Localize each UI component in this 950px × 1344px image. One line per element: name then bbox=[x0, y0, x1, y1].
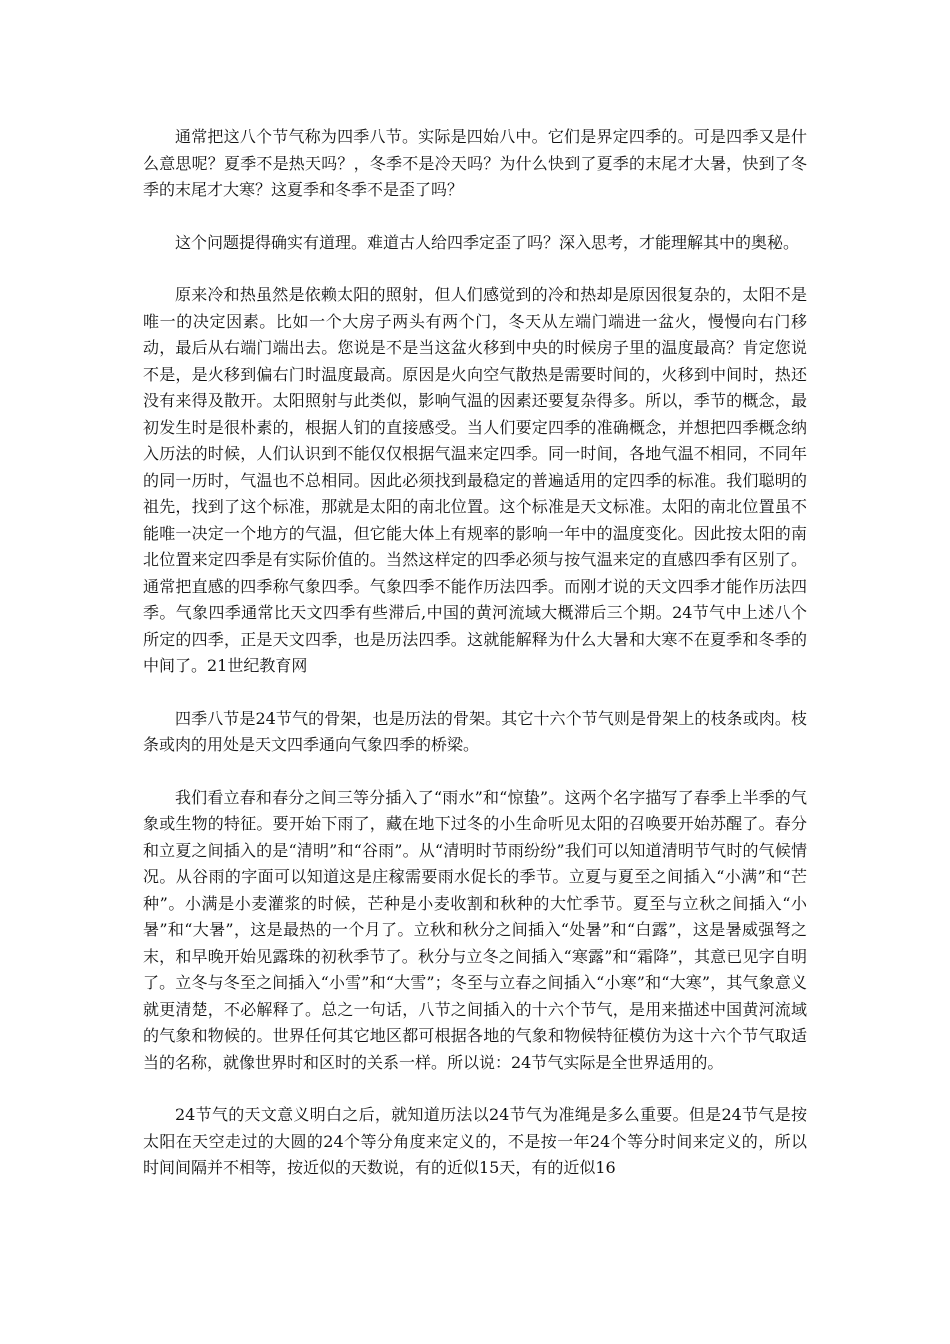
paragraph-astronomical-meaning: 24节气的天文意义明白之后，就知道历法以24节气为准绳是多么重要。但是24节气是按太阳在天空走过的大圆的24个等分角度来定义的，不是按一年24个等分时间来定义的，所以时间间隔并不相等，按近似的天数说，有的近似15天，有的近似16 bbox=[143, 1105, 807, 1177]
document-body bbox=[143, 124, 807, 1208]
paragraph-four-seasons-eight-nodes: 通常把这八个节气称为四季八节。实际是四始八中。它们是界定四季的。可是四季又是什么意思呢？夏季不是热天吗？，冬季不是冷天吗？为什么快到了夏季的末尾才大暑，快到了冬季的末尾才大寒？这夏季和冬季不是歪了吗？ bbox=[143, 127, 807, 199]
paragraph-skeleton-of-calendar: 四季八节是24节气的骨架，也是历法的骨架。其它十六个节气则是骨架上的枝条或肉。枝条或肉的用处是天文四季通向气象四季的桥梁。 bbox=[143, 708, 807, 754]
paragraph-cold-heat-explanation: 原来冷和热虽然是依赖太阳的照射，但人们感觉到的冷和热却是原因很复杂的，太阳不是唯一的决定因素。比如一个大房子两头有两个门，冬天从左端门端进一盆火，慢慢向右门移动，最后从右端门端出去。您说是不是当这盆火移到中央的时候房子里的温度最高？肯定您说不是，是火移到偏右门时温度最高。原因是火向空气散热是需要时间的，火移到中间时，热还没有来得及散开。太阳照射与此类似，影响气温的因素还要复杂得多。所以，季节的概念，最初发生时是很朴素的，根据人钔的直接感受。当人们要定四季的准确概念，并想把四季概念纳入历法的时候，人们认识到不能仅仅根据气温来定四季。同一时间，各地气温不相同，不同年的同一历时，气温也不总相同。因此必须找到最稳定的普遍适用的定四季的标准。我们聪明的祖先，找到了这个标准，那就是太阳的南北位置。这个标准是天文标准。太阳的南北位置虽不能唯一决定一个地方的气温，但它能大体上有规率的影响一年中的温度变化。因此按太阳的南北位置来定四季是有实际价值的。当然这样定的四季必须与按气温来定的直感四季有区别了。通常把直感的四季称气象四季。气象四季不能作历法四季。而刚才说的天文四季才能作历法四季。气象四季通常比天文四季有些滞后,中国的黄河流域大概滞后三个期。24节气中上述八个所定的四季，正是天文四季，也是历法四季。这就能解释为什么大暑和大寒不在夏季和冬季的中间了。21世纪教育网 bbox=[143, 285, 807, 675]
paragraph-question-reasonable: 这个问题提得确实有道理。难道古人给四季定歪了吗？深入思考，才能理解其中的奥秘。 bbox=[175, 232, 800, 252]
paragraph-sixteen-solar-terms: 我们看立春和春分之间三等分插入了“雨水”和“惊蛰”。这两个名字描写了春季上半季的气象或生物的特征。要开始下雨了，藏在地下过冬的小生命听见太阳的召唤要开始苏醒了。春分和立夏之间插入的是“清明”和“谷雨”。从“清明时节雨纷纷”我们可以知道清明节气时的气候情况。从谷雨的字面可以知道这是庄稼需要雨水促长的季节。立夏与夏至之间插入“小满”和“芒种”。小满是小麦灌浆的时候，芒种是小麦收割和秋种的大忙季节。夏至与立秋之间插入“小暑”和“大暑”，这是最热的一个月了。立秋和秋分之间插入“处暑”和“白露”，这是暑威强弩之末，和早晚开始见露珠的初秋季节了。秋分与立冬之间插入“寒露”和“霜降”，其意已见字自明了。立冬与冬至之间插入“小雪”和“大雪”；冬至与立春之间插入“小寒”和“大寒”，其气象意义就更清楚，不必解释了。总之一句话，八节之间插入的十六个节气，是用来描述中国黄河流域的气象和物候的。世界任何其它地区都可根据各地的气象和物候特征模仿为这十六个节气取适当的名称，就像世界时和区时的关系一样。所以说：24节气实际是全世界适用的。 bbox=[143, 787, 807, 1072]
